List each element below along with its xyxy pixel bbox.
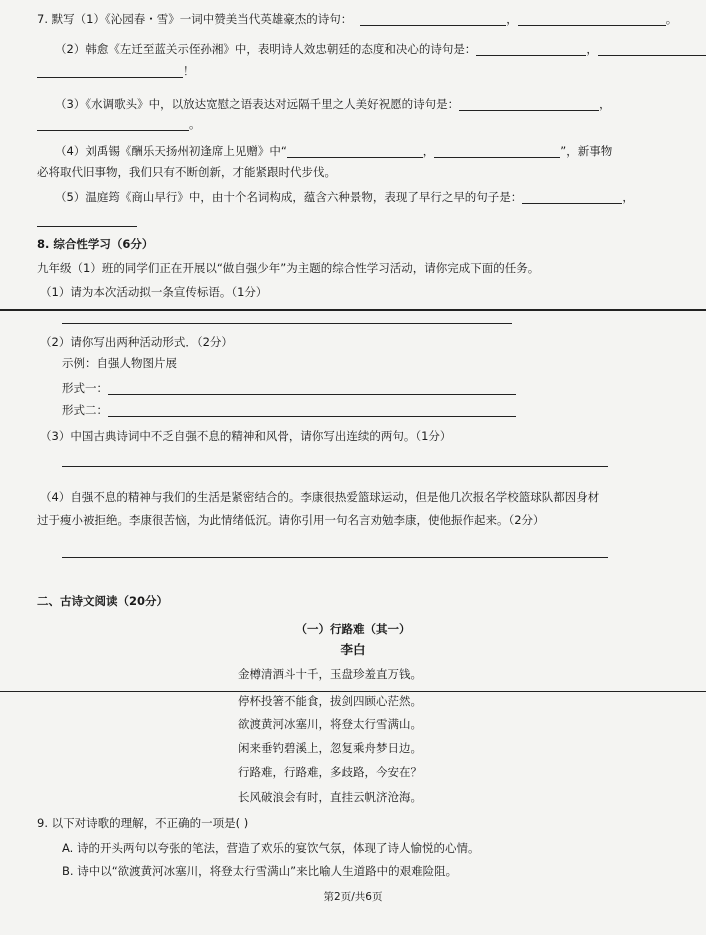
poem-title: （一）行路难（其一）	[295, 622, 411, 636]
q7-line5: （5）温庭筠《商山早行》中，由十个名词构成，蕴含六种景物，表现了早行之早的句子是： ，	[55, 190, 634, 204]
answer-line[interactable]	[62, 466, 608, 467]
q8-form1	[62, 383, 516, 395]
q8-sub4-line1: （4）自强不息的精神与我们的生活是紧密结合的。李康很热爱篮球运动，但是他几次报名学校篮球队都因身材	[40, 490, 600, 504]
answer-blank[interactable]	[598, 45, 706, 56]
answer-blank[interactable]	[522, 193, 622, 204]
page-number: 第2页/共6页	[323, 891, 383, 903]
q8-sub2: （2）请你写出两种活动形式．（2分）	[40, 335, 233, 349]
q7-line4: （4）刘禹锡《酬乐天扬州初逢席上见赠》中“ ， ”，新事物	[55, 144, 613, 158]
answer-blank[interactable]	[37, 67, 183, 78]
q7-part4-text-a: （4）刘禹锡《酬乐天扬州初逢席上见赠》中“	[55, 144, 287, 158]
poem-line: 欲渡黄河冰塞川，将登太行雪满山。	[238, 717, 422, 731]
q7-line1: 7. 默写（1）《沁园春・雪》一词中赞美当代英雄豪杰的诗句： ， 。	[37, 12, 678, 26]
q7-line3-cont: 。	[37, 119, 201, 131]
answer-blank[interactable]	[108, 384, 516, 395]
q7-part2-text: （2）韩愈《左迁至蓝关示侄孙湘》中，表明诗人效忠朝廷的态度和决心的诗句是：	[55, 42, 477, 56]
answer-line[interactable]	[62, 557, 608, 558]
q7-part4-text-b: ”，新事物	[560, 144, 613, 158]
answer-blank[interactable]	[476, 45, 586, 56]
q8-form2	[62, 405, 516, 417]
page-divider	[0, 691, 706, 692]
poem-author: 李白	[340, 642, 366, 657]
q9-option-a[interactable]: A. 诗的开头两句以夸张的笔法，营造了欢乐的宴饮气氛，体现了诗人愉悦的心情。	[62, 841, 480, 855]
poem-line: 金樽清酒斗十千，玉盘珍羞直万钱。	[238, 667, 422, 681]
q7-part1-text: 7. 默写（1）《沁园春・雪》一词中赞美当代英雄豪杰的诗句：	[37, 12, 353, 26]
q7-line3: （3）《水调歌头》中，以放达宽慰之语表达对远隔千里之人美好祝愿的诗句是： ，	[55, 97, 611, 111]
poem-line: 停杯投箸不能食，拔剑四顾心茫然。	[238, 694, 422, 708]
q7-part2-end: ！	[183, 64, 195, 78]
q8-sub1: （1）请为本次活动拟一条宣传标语。（1分）	[40, 285, 268, 299]
answer-line[interactable]	[62, 323, 512, 324]
form1-label: 形式一：	[62, 381, 108, 395]
q9-stem: 9. 以下对诗歌的理解，不正确的一项是( )	[37, 816, 249, 830]
poem-line: 行路难，行路难，多歧路，今安在？	[238, 765, 422, 779]
answer-blank[interactable]	[37, 216, 137, 227]
q7-line4-cont: 必将取代旧事物，我们只有不断创新，才能紧跟时代步伐。	[37, 165, 336, 179]
answer-blank[interactable]	[287, 147, 423, 158]
q7-line2-cont	[37, 66, 195, 78]
q8-title: 8. 综合性学习（6分）	[37, 237, 154, 251]
answer-blank[interactable]	[108, 406, 516, 417]
answer-blank[interactable]	[37, 120, 189, 131]
q7-part5-text: （5）温庭筠《商山早行》中，由十个名词构成，蕴含六种景物，表现了早行之早的句子是：	[55, 190, 523, 204]
q7-line5-cont	[37, 215, 137, 227]
answer-blank[interactable]	[434, 147, 560, 158]
q9-option-b[interactable]: B. 诗中以“欲渡黄河冰塞川，将登太行雪满山”来比喻人生道路中的艰难险阻。	[62, 864, 458, 878]
q8-intro: 九年级（1）班的同学们正在开展以“做自强少年”为主题的综合性学习活动，请你完成下面的任务。	[37, 261, 540, 275]
page-divider	[0, 309, 706, 311]
q7-line2: （2）韩愈《左迁至蓝关示侄孙湘》中，表明诗人效忠朝廷的态度和决心的诗句是： ，	[55, 44, 706, 56]
q8-sub3: （3）中国古典诗词中不乏自强不息的精神和风骨，请你写出连续的两句。（1分）	[40, 429, 452, 443]
poem-line: 长风破浪会有时，直挂云帆济沧海。	[238, 790, 422, 804]
answer-blank[interactable]	[360, 15, 506, 26]
answer-blank[interactable]	[518, 15, 666, 26]
q8-sub4-line2: 过于瘦小被拒绝。李康很苦恼，为此情绪低沉。请你引用一句名言劝勉李康，使他振作起来。（2分）	[37, 513, 545, 527]
poem-line: 闲来垂钓碧溪上，忽复乘舟梦日边。	[238, 741, 422, 755]
answer-blank[interactable]	[459, 100, 599, 111]
q8-example: 示例：自强人物图片展	[62, 356, 177, 370]
section-heading: 二、古诗文阅读（20分）	[37, 594, 169, 608]
form2-label: 形式二：	[62, 403, 108, 417]
q7-part3-text: （3）《水调歌头》中，以放达宽慰之语表达对远隔千里之人美好祝愿的诗句是：	[55, 97, 460, 111]
